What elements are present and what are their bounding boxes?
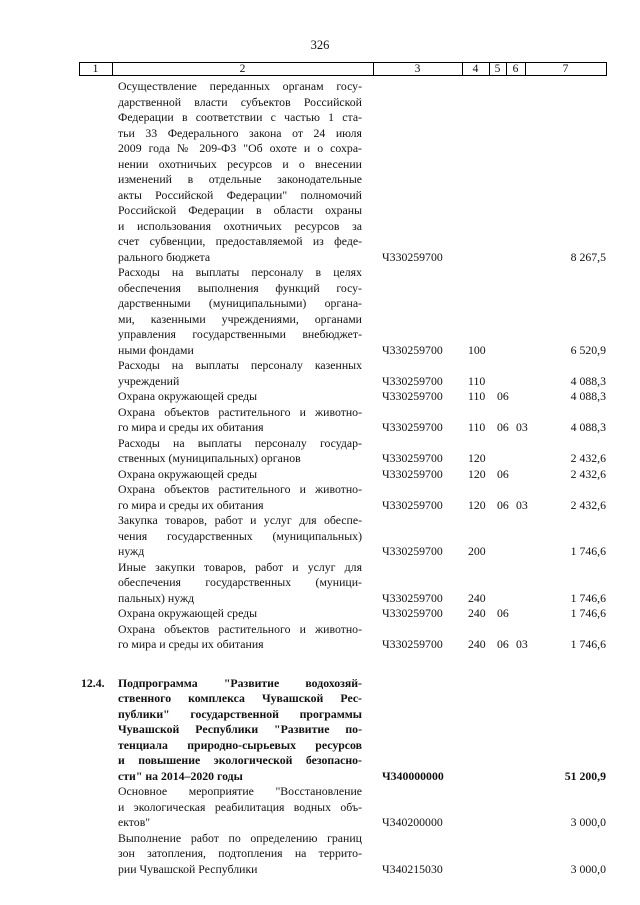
description-line: обеспечения выполнения функций госу- bbox=[118, 280, 362, 295]
subsection: 03 bbox=[516, 497, 528, 512]
amount: 2 432,6 bbox=[570, 497, 606, 512]
description-line: Охрана объектов растительного и животно- bbox=[118, 482, 362, 496]
description-line: ственных (муниципальных) органов bbox=[118, 451, 301, 465]
target-article-code: Ч330259700 bbox=[382, 497, 443, 512]
description-line: публики" государственной программы bbox=[118, 706, 362, 721]
description-line: Федерации в соответствии с частью 1 ста- bbox=[118, 110, 362, 124]
amount: 8 267,5 bbox=[570, 249, 606, 264]
amount: 1 746,6 bbox=[570, 637, 606, 651]
section: 06 bbox=[497, 497, 509, 512]
row-description bbox=[118, 467, 362, 483]
target-article-code: Ч330259700 bbox=[382, 606, 443, 620]
description-line: ственного комплекса Чувашской Рес- bbox=[118, 691, 362, 705]
description-line: 2009 года № 209-ФЗ "Об охоте и о сохра- bbox=[118, 141, 362, 155]
description-line: сти" на 2014–2020 годы bbox=[118, 768, 243, 783]
row-description bbox=[118, 405, 362, 436]
description-line: Охрана окружающей среды bbox=[118, 466, 258, 481]
description-line: управления государственными внебюджет- bbox=[118, 327, 362, 341]
description-line: Выполнение работ по определению границ bbox=[118, 830, 362, 845]
description-line: Охрана окружающей среды bbox=[118, 389, 258, 403]
section: 06 bbox=[497, 389, 509, 403]
row-description bbox=[118, 79, 362, 265]
header-col-7: 7 bbox=[562, 63, 569, 75]
description-line: нении охотничьих ресурсов и о внесении bbox=[118, 156, 362, 171]
target-article-code: Ч340000000 bbox=[382, 768, 444, 783]
description-line: рального бюджета bbox=[118, 249, 211, 264]
subsection: 03 bbox=[516, 420, 528, 434]
description-line: изменений в отдельные законодательные bbox=[118, 172, 362, 186]
target-article-code: Ч330259700 bbox=[382, 590, 443, 605]
amount: 4 088,3 bbox=[570, 389, 606, 403]
description-line: дарственными (муниципальными) органа- bbox=[118, 296, 362, 310]
amount: 2 432,6 bbox=[570, 466, 606, 481]
section: 06 bbox=[497, 637, 509, 651]
expense-type: 120 bbox=[468, 451, 486, 465]
expense-type: 110 bbox=[468, 373, 486, 388]
target-article-code: Ч330259700 bbox=[382, 249, 443, 264]
target-article-code: Ч330259700 bbox=[382, 451, 443, 465]
description-line: Российской Федерации в области охраны bbox=[118, 203, 362, 217]
description-line: тенциала природно-сырьевых ресурсов bbox=[118, 737, 362, 752]
row-description bbox=[118, 389, 362, 405]
row-description bbox=[118, 265, 362, 358]
description-line: Подпрограмма "Развитие водохозяй- bbox=[118, 675, 362, 690]
description-line: учреждений bbox=[118, 373, 180, 388]
header-col-4: 4 bbox=[472, 63, 479, 75]
description-line: Иные закупки товаров, работ и услуг для bbox=[118, 559, 362, 574]
amount: 4 088,3 bbox=[570, 420, 606, 434]
expense-type: 120 bbox=[468, 497, 486, 512]
description-line: Охрана объектов растительного и животно- bbox=[118, 404, 362, 419]
header-col-2: 2 bbox=[239, 63, 246, 75]
header-col-6: 6 bbox=[512, 63, 519, 75]
page-number: 326 bbox=[310, 38, 330, 52]
row-number: 12.4. bbox=[81, 675, 105, 690]
amount: 6 520,9 bbox=[570, 342, 606, 357]
amount: 3 000,0 bbox=[570, 861, 606, 876]
target-article-code: Ч330259700 bbox=[382, 544, 443, 558]
description-line: Расходы на выплаты персоналу казенных bbox=[118, 358, 362, 372]
description-line: ными фондами bbox=[118, 342, 194, 357]
description-line: Осуществление переданных органам госу- bbox=[118, 79, 362, 93]
description-line: дарственной власти субъектов Российской bbox=[118, 94, 362, 109]
amount: 3 000,0 bbox=[570, 815, 606, 829]
description-line: го мира и среды их обитания bbox=[118, 637, 264, 651]
description-line: Охрана объектов растительного и животно- bbox=[118, 621, 362, 636]
row-description bbox=[118, 560, 362, 607]
target-article-code: Ч330259700 bbox=[382, 420, 443, 434]
expense-type: 110 bbox=[468, 420, 486, 434]
description-line: нужд bbox=[118, 544, 145, 558]
description-line: и использования охотничьих ресурсов за bbox=[118, 218, 362, 233]
row-description bbox=[118, 831, 362, 878]
amount: 1 746,6 bbox=[570, 606, 606, 620]
section: 06 bbox=[497, 606, 509, 620]
description-line: счет субвенции, предоставляемой из феде- bbox=[118, 234, 362, 248]
target-article-code: Ч330259700 bbox=[382, 373, 443, 388]
target-article-code: Ч340215030 bbox=[382, 861, 443, 876]
description-line: чения государственных (муниципальных) bbox=[118, 528, 362, 543]
description-line: рии Чувашской Республики bbox=[118, 861, 258, 876]
subsection: 03 bbox=[516, 637, 528, 651]
description-line: обеспечения государственных (муници- bbox=[118, 575, 362, 589]
row-description bbox=[118, 622, 362, 653]
expense-type: 240 bbox=[468, 590, 486, 605]
row-description bbox=[118, 676, 362, 785]
expense-type: 200 bbox=[468, 544, 486, 558]
description-line: ми, казенными учреждениями, органами bbox=[118, 311, 362, 326]
amount: 4 088,3 bbox=[570, 373, 606, 388]
target-article-code: Ч330259700 bbox=[382, 637, 443, 651]
description-line: го мира и среды их обитания bbox=[118, 497, 264, 512]
row-description bbox=[118, 513, 362, 560]
description-line: Охрана окружающей среды bbox=[118, 606, 258, 620]
row-description bbox=[118, 358, 362, 389]
target-article-code: Ч340200000 bbox=[382, 815, 443, 829]
description-line: Чувашской Республики "Развитие по- bbox=[118, 722, 362, 736]
expense-type: 240 bbox=[468, 606, 486, 620]
description-line: го мира и среды их обитания bbox=[118, 420, 264, 434]
expense-type: 120 bbox=[468, 466, 486, 481]
description-line: и повышение экологической безопасно- bbox=[118, 753, 362, 767]
description-line: акты Российской Федерации" полномочий bbox=[118, 187, 362, 202]
section: 06 bbox=[497, 466, 509, 481]
target-article-code: Ч330259700 bbox=[382, 389, 443, 403]
target-article-code: Ч330259700 bbox=[382, 466, 443, 481]
expense-type: 110 bbox=[468, 389, 486, 403]
row-description bbox=[118, 482, 362, 513]
description-line: и экологическая реабилитация водных объ- bbox=[118, 799, 362, 814]
row-description bbox=[118, 436, 362, 467]
description-line: Расходы на выплаты персоналу государ- bbox=[118, 435, 362, 450]
description-line: ектов" bbox=[118, 815, 151, 829]
amount: 51 200,9 bbox=[564, 768, 606, 783]
target-article-code: Ч330259700 bbox=[382, 342, 443, 357]
amount: 1 746,6 bbox=[570, 544, 606, 558]
row-description bbox=[118, 784, 362, 831]
amount: 1 746,6 bbox=[570, 590, 606, 605]
description-line: Основное мероприятие "Восстановление bbox=[118, 784, 362, 798]
table-header bbox=[79, 62, 607, 76]
description-line: тьи 33 Федерального закона от 24 июля bbox=[118, 125, 362, 140]
expense-type: 240 bbox=[468, 637, 486, 651]
row-description bbox=[118, 606, 362, 622]
header-col-1: 1 bbox=[92, 63, 99, 75]
description-line: Расходы на выплаты персоналу в целях bbox=[118, 265, 362, 279]
expense-type: 100 bbox=[468, 342, 486, 357]
description-line: зон затопления, подтопления на террито- bbox=[118, 846, 362, 860]
amount: 2 432,6 bbox=[570, 451, 606, 465]
section: 06 bbox=[497, 420, 509, 434]
description-line: Закупка товаров, работ и услуг для обеспе- bbox=[118, 513, 362, 527]
header-col-5: 5 bbox=[494, 63, 501, 75]
description-line: пальных) нужд bbox=[118, 590, 195, 605]
header-col-3: 3 bbox=[414, 63, 421, 75]
